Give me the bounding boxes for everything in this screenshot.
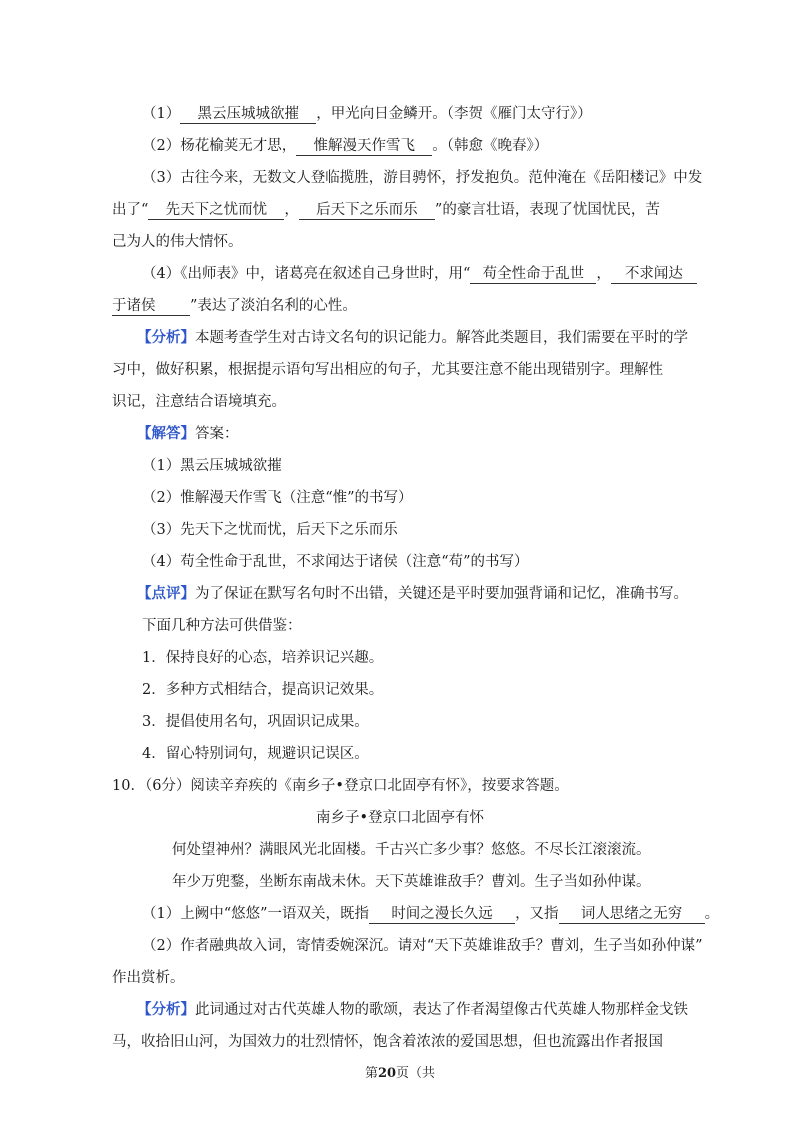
q9-line-4a (0, 264, 800, 284)
answer-tag: 【解答】 (137, 425, 195, 442)
q9-answer-head (0, 424, 800, 444)
q9-answer-2: （2）惟解漫天作雪飞（注意“惟”的书写） (142, 490, 413, 506)
q9-comment-intro: 下面几种方法可供借鉴： (142, 618, 302, 634)
poem-line-1: 何处望神州？满眼风光北固楼。千古兴亡多少事？悠悠。不尽长江滚滚流。 (172, 842, 651, 858)
answer-blank: 惟解漫天作雪飞 (296, 138, 432, 156)
text: 为了保证在默写名句时不出错，关键还是平时要加强背诵和记忆，准确书写。 (195, 586, 688, 602)
text: （4）《出师表》中，诸葛亮在叙述自己身世时，用“ (142, 266, 471, 282)
page-number: 20 (377, 1066, 397, 1081)
q9-line-3a: （3）古往今来，无数文人登临揽胜，游目骋怀，抒发抱负。范仲淹在《岳阳楼记》中发 (142, 170, 703, 186)
text: 。（韩愈《晚春》） (432, 138, 549, 154)
q9-line-2 (0, 136, 800, 156)
q9-line-4b (0, 296, 800, 316)
answer-blank: 于诸侯 (112, 298, 190, 316)
q9-method-3: 3．提倡使用名句，巩固识记成果。 (142, 714, 369, 730)
poem-line-2: 年少万兜鍪，坐断东南战未休。天下英雄谁敌手？曹刘。生子当如孙仲谋。 (172, 874, 651, 890)
answer-blank: 先天下之忧而忧 (148, 202, 284, 220)
comment-tag: 【点评】 (137, 585, 195, 602)
q9-method-1: 1．保持良好的心态，培养识记兴趣。 (142, 650, 384, 666)
q9-comment (0, 584, 800, 604)
text: 此词通过对古代英雄人物的歌颂，表达了作者渴望像古代英雄人物那样金戈铁 (195, 1002, 688, 1018)
q9-line-3b (0, 200, 800, 220)
text: ，甲光向日金鳞开。（李贺《雁门太守行》） (316, 106, 592, 122)
text: 本题考查学生对古诗文名句的识记能力。解答此类题目，我们需要在平时的学 (195, 330, 688, 346)
q9-analysis-1 (0, 328, 800, 348)
q9-answer-4: （4）苟全性命于乱世，不求闻达于诸侯（注意“苟”的书写） (142, 554, 529, 570)
q9-line-1 (0, 104, 800, 124)
q10-sub-1 (0, 904, 800, 924)
q9-method-4: 4．留心特别词句，规避识记误区。 (142, 746, 369, 762)
analysis-tag: 【分析】 (137, 329, 195, 346)
text: 出了“ (112, 202, 149, 218)
answer-blank: 时间之漫长久远 (369, 906, 515, 924)
q9-answer-1: （1）黑云压城城欲摧 (142, 458, 282, 474)
text: ”的豪言壮语，表现了忧国忧民，苦 (434, 202, 660, 218)
text: （1）上阙中“悠悠”一语双关，既指 (142, 906, 370, 922)
q10-stem: 10．（6分）阅读辛弃疾的《南乡子•登京口北固亭有怀》，按要求答题。 (112, 778, 569, 794)
q9-method-2: 2．多种方式相结合，提高识记效果。 (142, 682, 384, 698)
text: （2）杨花榆荚无才思， (142, 138, 297, 154)
answer-blank: 后天下之乐而乐 (299, 202, 435, 220)
footer-pre: 第 (364, 1066, 378, 1081)
page-footer (0, 1064, 800, 1084)
q9-answer-3: （3）先天下之忧而忧，后天下之乐而乐 (142, 522, 398, 538)
footer-post: 页（共 (396, 1066, 436, 1081)
q9-analysis-2: 习中，做好积累，根据提示语句写出相应的句子，尤其要注意不能出现错别字。理解性 (112, 362, 663, 378)
text: 答案： (195, 426, 239, 442)
text: 。 (704, 906, 720, 922)
text: ”表达了淡泊名利的心性。 (190, 298, 357, 314)
answer-blank: 不求闻达 (611, 266, 697, 284)
text: ，又指 (515, 906, 559, 922)
analysis-tag: 【分析】 (137, 1001, 195, 1018)
poem-title: 南乡子•登京口北固亭有怀 (315, 810, 485, 826)
q10-sub-2a: （2）作者融典故入词，寄情委婉深沉。请对“天下英雄谁敌手？曹刘，生子当如孙仲谋” (142, 938, 703, 954)
answer-blank: 词人思绪之无穷 (559, 906, 705, 924)
answer-blank: 黑云压城城欲摧 (180, 106, 316, 124)
q9-analysis-3: 识记，注意结合语境填充。 (112, 394, 286, 410)
q9-line-3c: 己为人的伟大情怀。 (112, 234, 243, 250)
q10-analysis-1 (0, 1000, 800, 1020)
text: （1） (142, 106, 181, 122)
q10-analysis-2: 马，收拾旧山河，为国效力的壮烈情怀，饱含着浓浓的爱国思想，但也流露出作者报国 (112, 1034, 663, 1050)
answer-blank: 苟全性命于乱世 (470, 266, 596, 284)
text: ， (596, 266, 611, 282)
q10-sub-2b: 作出赏析。 (112, 970, 185, 986)
text: ， (284, 202, 299, 218)
